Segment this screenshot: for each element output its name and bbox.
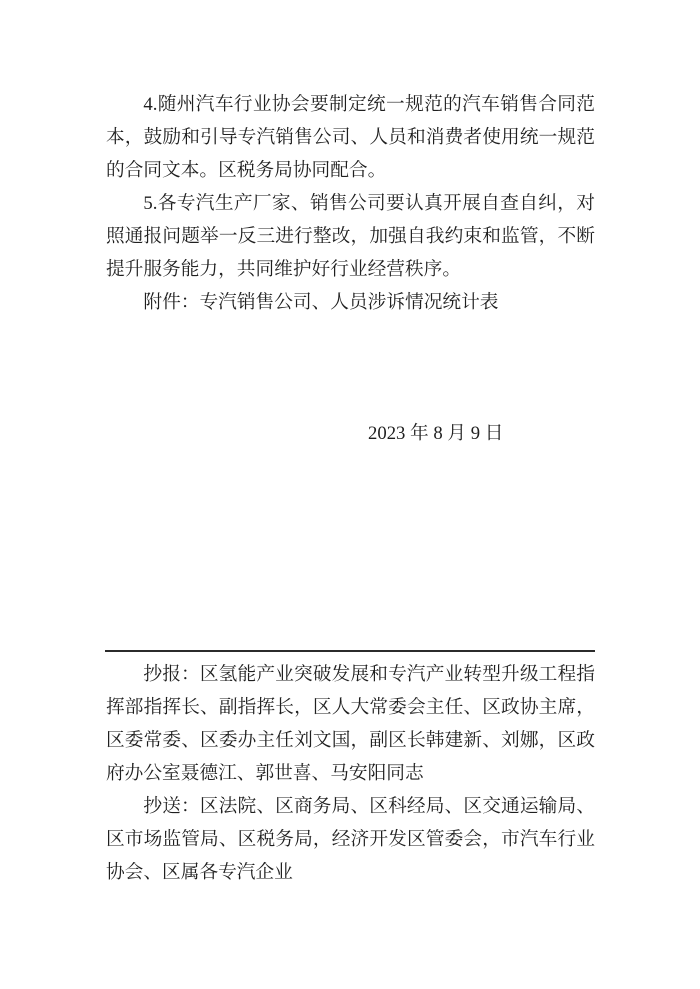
copy-report-paragraph: 抄报：区氢能产业突破发展和专汽产业转型升级工程指挥部指挥长、副指挥长，区人大常委会主任、区政协主席，区委常委、区委办主任刘文国，副区长韩建新、刘娜，区政府办公室聂德江、郭世喜、马安阳同志 — [106, 664, 595, 784]
body-paragraph-5: 5.各专汽生产厂家、销售公司要认真开展自查自纠，对照通报问题举一反三进行整改，加强自我约束和监管，不断提升服务能力，共同维护好行业经营秩序。 — [106, 193, 595, 280]
attachment-line: 附件：专汽销售公司、人员涉诉情况统计表 — [143, 292, 499, 313]
document-footer — [106, 658, 595, 889]
footer-divider-line — [105, 650, 595, 652]
body-paragraph-4: 4.随州汽车行业协会要制定统一规范的汽车销售合同范本，鼓励和引导专汽销售公司、人员和消费者使用统一规范的合同文本。区税务局协同配合。 — [106, 94, 595, 181]
copy-send-paragraph: 抄送：区法院、区商务局、区科经局、区交通运输局、区市场监管局、区税务局，经济开发区管委会，市汽车行业协会、区属各专汽企业 — [106, 796, 595, 883]
document-date: 2023 年 8 月 9 日 — [368, 423, 504, 444]
document-body — [106, 88, 595, 319]
